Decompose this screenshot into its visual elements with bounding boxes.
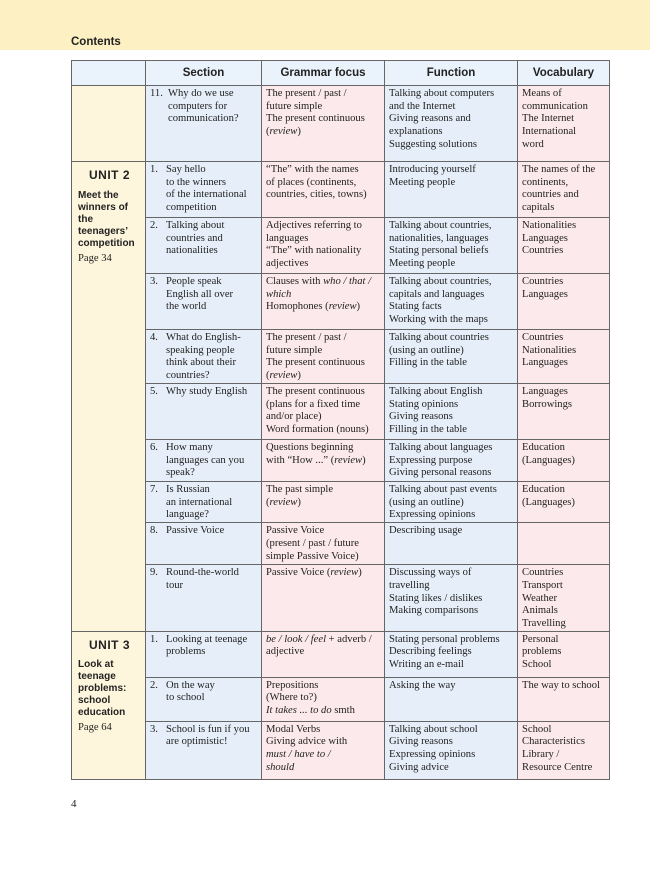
cell-line: Personal	[522, 633, 559, 645]
cell-line: problems:	[78, 683, 127, 695]
unit-title	[78, 659, 141, 719]
cell-line: Travelling	[522, 617, 566, 629]
grammar-cell	[262, 677, 385, 721]
vocabulary-cell	[518, 677, 610, 721]
cell-line: Education	[522, 442, 565, 453]
cell-line: (present / past / future	[266, 537, 359, 549]
section-cell	[146, 677, 262, 721]
cell-line: winners of	[78, 201, 129, 213]
vocabulary-cell	[518, 721, 610, 779]
vocabulary-cell	[518, 274, 610, 330]
cell-line: The present continuous	[266, 386, 365, 397]
section-number: 5.	[150, 386, 158, 397]
vocabulary-cell	[518, 162, 610, 218]
grammar-cell	[262, 330, 385, 384]
cell-line: Transport	[522, 579, 563, 591]
function-cell	[385, 631, 518, 677]
section-number: 9.	[150, 567, 158, 579]
unit-number: UNIT 3	[88, 637, 130, 652]
cell-line: Suggesting solutions	[389, 138, 477, 150]
table-row	[72, 440, 610, 482]
cell-line: Talking about languages	[389, 442, 493, 453]
cell-line: (using an outline)	[389, 344, 464, 356]
cell-line: Questions beginning	[266, 442, 354, 453]
section-cell	[146, 440, 262, 482]
cell-line: Why do we use	[168, 88, 234, 99]
cell-line: Languages	[522, 357, 568, 369]
cell-line: competition	[78, 237, 135, 249]
cell-line: communication?	[168, 113, 239, 125]
cell-line: future simple	[266, 344, 323, 356]
cell-line: Say hello	[166, 164, 206, 175]
contents-table	[71, 60, 610, 780]
cell-line: adjectives	[266, 258, 309, 270]
cell-line: an international	[166, 496, 233, 508]
cell-line: word	[522, 138, 544, 150]
section-title	[166, 220, 258, 258]
cell-line: the world	[166, 301, 207, 313]
cell-line: Asking the way	[389, 679, 456, 691]
cell-line: countries and	[522, 189, 579, 201]
cell-line: languages can you	[166, 454, 245, 466]
section-cell	[146, 631, 262, 677]
vocabulary-cell	[518, 330, 610, 384]
section-cell	[146, 162, 262, 218]
section-title	[166, 484, 258, 522]
cell-line: School is fun if you	[166, 723, 250, 735]
vocabulary-cell	[518, 523, 610, 565]
cell-line: (review)	[266, 126, 301, 138]
unit-cell	[72, 631, 146, 779]
cell-line: English all over	[166, 288, 234, 300]
cell-line: and/or place)	[266, 411, 322, 423]
cell-line: Stating personal beliefs	[389, 245, 489, 257]
cell-line: school	[78, 695, 111, 707]
section-title	[166, 276, 258, 314]
cell-line: Talking about school	[389, 723, 478, 735]
grammar-cell	[262, 631, 385, 677]
cell-line: simple Passive Voice)	[266, 550, 359, 562]
cell-line: capitals	[522, 202, 555, 214]
cell-line: of places (continents,	[266, 176, 357, 188]
cell-line: problems	[522, 646, 562, 658]
cell-line: to the winners	[166, 176, 227, 188]
cell-line: speak?	[166, 467, 195, 479]
cell-line: The present continuous	[266, 357, 365, 369]
function-cell	[385, 565, 518, 632]
section-number: 3.	[150, 723, 158, 735]
cell-line: Countries	[522, 567, 564, 579]
grammar-cell	[262, 721, 385, 779]
section-title	[166, 525, 258, 538]
grammar-cell	[262, 274, 385, 330]
section-title	[166, 386, 258, 399]
cell-line: Means of	[522, 88, 562, 99]
cell-line: Meeting people	[389, 258, 456, 270]
section-number: 3.	[150, 276, 158, 287]
cell-line: Working with the maps	[389, 314, 488, 326]
cell-line: should	[266, 761, 295, 773]
cell-line: The names of the	[522, 164, 596, 175]
cell-line: (using an outline)	[389, 496, 464, 508]
header-function: Function	[385, 61, 518, 86]
cell-line: must / have to /	[266, 749, 331, 761]
cell-line: It takes ... to do smth	[266, 705, 355, 717]
cell-line: and the Internet	[389, 100, 456, 112]
table-row	[72, 218, 610, 274]
cell-line: Talking about countries,	[389, 220, 492, 231]
table-row	[72, 86, 610, 162]
cell-line: nationalities, languages	[389, 232, 489, 244]
cell-line: On the way	[166, 679, 215, 691]
cell-line: Animals	[522, 605, 558, 617]
function-cell	[385, 677, 518, 721]
cell-line: How many	[166, 442, 213, 453]
cell-line: Describing usage	[389, 525, 463, 537]
cell-line: teenage	[78, 671, 116, 683]
cell-line: Discussing ways of	[389, 567, 472, 579]
vocabulary-cell	[518, 631, 610, 677]
section-cell	[146, 218, 262, 274]
cell-line: Languages	[522, 288, 568, 300]
header-grammar-focus: Grammar focus	[262, 61, 385, 86]
cell-line: (Languages)	[522, 454, 575, 466]
section-number: 4.	[150, 332, 158, 343]
function-cell	[385, 218, 518, 274]
cell-line: with “How ...” (review)	[266, 454, 366, 466]
table-row	[72, 677, 610, 721]
cell-line: People speak	[166, 276, 222, 287]
cell-line: Look at	[78, 659, 114, 671]
function-cell	[385, 523, 518, 565]
cell-line: “The” with the names	[266, 164, 359, 175]
cell-line: Giving advice with	[266, 736, 348, 748]
grammar-cell	[262, 523, 385, 565]
function-cell	[385, 162, 518, 218]
section-cell	[146, 384, 262, 440]
cell-line: (review)	[266, 496, 301, 508]
function-cell	[385, 721, 518, 779]
cell-line: Stating opinions	[389, 398, 459, 410]
grammar-cell	[262, 162, 385, 218]
cell-line: The Internet	[522, 113, 575, 125]
vocabulary-cell	[518, 482, 610, 523]
cell-line: think about their	[166, 357, 237, 369]
cell-line: Nationalities	[522, 220, 577, 231]
cell-line: Word formation (nouns)	[266, 424, 369, 436]
cell-line: Stating likes / dislikes	[389, 592, 483, 604]
cell-line: Countries	[522, 332, 564, 343]
section-title	[166, 442, 258, 480]
cell-line: continents,	[522, 176, 569, 188]
vocabulary-cell	[518, 86, 610, 162]
section-number: 1.	[150, 164, 158, 175]
section-title	[166, 164, 258, 215]
section-title	[166, 634, 258, 659]
cell-line: The present / past /	[266, 332, 347, 343]
cell-line: Writing an e-mail	[389, 659, 464, 671]
function-cell	[385, 440, 518, 482]
cell-line: Filling in the table	[389, 424, 467, 436]
cell-line: Adjectives referring to	[266, 220, 362, 231]
cell-line: Giving reasons	[389, 736, 453, 748]
section-cell	[146, 482, 262, 523]
cell-line: Clauses with who / that /	[266, 276, 372, 287]
cell-line: School	[522, 659, 552, 671]
cell-line: The present / past /	[266, 88, 347, 99]
section-number: 2.	[150, 679, 158, 691]
cell-line: Library /	[522, 749, 560, 761]
vocabulary-cell	[518, 565, 610, 632]
table-row	[72, 384, 610, 440]
cell-line: nationalities	[166, 245, 218, 257]
page-number: 4	[71, 798, 77, 810]
cell-line: Modal Verbs	[266, 723, 321, 735]
cell-line: Countries	[522, 276, 564, 287]
cell-line: Passive Voice (review)	[266, 567, 362, 579]
header-blank-cell	[72, 61, 146, 86]
cell-line: Filling in the table	[389, 357, 467, 369]
section-title	[166, 680, 258, 705]
cell-line: countries?	[166, 370, 210, 382]
cell-line: Talking about countries,	[389, 276, 492, 287]
grammar-cell	[262, 86, 385, 162]
cell-line: Giving reasons	[389, 411, 453, 423]
cell-line: Languages	[522, 232, 568, 244]
section-title	[166, 724, 258, 749]
cell-line: Talking about past events	[389, 484, 497, 495]
cell-line: Meet the	[78, 189, 119, 201]
unit-cell	[72, 86, 146, 162]
cell-line: Expressing purpose	[389, 454, 473, 466]
cell-line: of the international	[166, 189, 247, 201]
cell-line: Weather	[522, 592, 558, 604]
unit-title	[78, 190, 141, 250]
cell-line: Describing feelings	[389, 646, 472, 658]
table-row	[72, 274, 610, 330]
cell-line: problems	[166, 646, 206, 658]
unit-number: UNIT 2	[88, 168, 130, 182]
table-row	[72, 721, 610, 779]
cell-line: Looking at teenage	[166, 633, 248, 645]
cell-line: education	[78, 707, 126, 719]
cell-line: Characteristics	[522, 736, 585, 748]
cell-line: Passive Voice	[266, 525, 325, 537]
cell-line: computers for	[168, 100, 228, 112]
function-cell	[385, 330, 518, 384]
cell-line: travelling	[389, 579, 430, 591]
section-title	[168, 88, 258, 126]
grammar-cell	[262, 482, 385, 523]
cell-line: speaking people	[166, 344, 235, 356]
table-row	[72, 162, 610, 218]
cell-line: Meeting people	[389, 176, 456, 188]
cell-line: adjective	[266, 646, 305, 658]
cell-line: What do English-	[166, 332, 241, 343]
cell-line: tour	[166, 579, 184, 591]
cell-line: Languages	[522, 386, 568, 397]
section-title	[166, 332, 258, 383]
unit-cell	[72, 162, 146, 632]
table-row	[72, 565, 610, 632]
section-number: 7.	[150, 484, 158, 495]
section-number: 8.	[150, 525, 158, 537]
table-row	[72, 482, 610, 523]
cell-line: Why study English	[166, 386, 248, 397]
section-cell	[146, 565, 262, 632]
page-title: Contents	[71, 36, 121, 48]
grammar-cell	[262, 384, 385, 440]
cell-line: Talking about countries	[389, 332, 489, 343]
cell-line: (plans for a fixed time	[266, 398, 361, 410]
cell-line: International	[522, 126, 577, 138]
table-header-row	[72, 61, 610, 86]
section-cell	[146, 721, 262, 779]
grammar-cell	[262, 218, 385, 274]
header-vocabulary: Vocabulary	[518, 61, 610, 86]
vocabulary-cell	[518, 218, 610, 274]
cell-line: Making comparisons	[389, 605, 479, 617]
cell-line: Introducing yourself	[389, 164, 476, 175]
cell-line: Homophones (review)	[266, 301, 361, 313]
grammar-cell	[262, 565, 385, 632]
table-row	[72, 523, 610, 565]
unit-page-ref: Page 64	[78, 722, 112, 734]
grammar-cell	[262, 440, 385, 482]
header-section: Section	[146, 61, 262, 86]
cell-line: language?	[166, 509, 209, 521]
cell-line: Resource Centre	[522, 761, 593, 773]
vocabulary-cell	[518, 384, 610, 440]
cell-line: Borrowings	[522, 398, 573, 410]
cell-line: future simple	[266, 100, 323, 112]
section-cell	[146, 523, 262, 565]
cell-line: which	[266, 288, 292, 300]
section-number: 2.	[150, 220, 158, 231]
cell-line: Expressing opinions	[389, 749, 476, 761]
cell-line: countries and	[166, 232, 223, 244]
cell-line: School	[522, 723, 552, 735]
table-row	[72, 330, 610, 384]
cell-line: Giving advice	[389, 761, 449, 773]
section-cell	[146, 274, 262, 330]
cell-line: countries, cities, towns)	[266, 189, 367, 201]
cell-line: Round-the-world	[166, 567, 239, 579]
cell-line: (Where to?)	[266, 692, 317, 704]
function-cell	[385, 482, 518, 523]
cell-line: Talking about computers	[389, 88, 495, 99]
cell-line: Giving reasons and	[389, 113, 471, 125]
cell-line: are optimistic!	[166, 736, 228, 748]
cell-line: capitals and languages	[389, 288, 485, 300]
cell-line: Expressing opinions	[389, 509, 476, 521]
cell-line: languages	[266, 232, 309, 244]
function-cell	[385, 274, 518, 330]
function-cell	[385, 86, 518, 162]
cell-line: competition	[166, 202, 217, 214]
cell-line: the teenagers’	[78, 213, 129, 237]
cell-line: The way to school	[522, 679, 600, 691]
section-cell: 11. Why do we use computers for communication?	[146, 86, 262, 162]
cell-line: Countries	[522, 245, 564, 257]
cell-line: explanations	[389, 126, 443, 138]
cell-line: Talking about	[166, 220, 225, 231]
cell-line: to school	[166, 692, 205, 704]
cell-line: “The” with nationality	[266, 245, 362, 257]
table-row	[72, 631, 610, 677]
section-cell	[146, 330, 262, 384]
section-number: 1.	[150, 633, 158, 645]
section-title	[166, 567, 258, 592]
cell-line: (review)	[266, 370, 301, 382]
cell-line: Stating facts	[389, 301, 442, 313]
cell-line: The present continuous	[266, 113, 365, 125]
cell-line: Education	[522, 484, 565, 495]
cell-line: Nationalities	[522, 344, 577, 356]
function-cell	[385, 384, 518, 440]
cell-line: (Languages)	[522, 496, 575, 508]
cell-line: Prepositions	[266, 679, 319, 691]
unit-page-ref: Page 34	[78, 252, 112, 264]
section-number: 6.	[150, 442, 158, 453]
cell-line: Giving personal reasons	[389, 467, 492, 479]
vocabulary-cell	[518, 440, 610, 482]
cell-line: The past simple	[266, 484, 334, 495]
cell-line: Stating personal problems	[389, 633, 500, 645]
cell-line: Is Russian	[166, 484, 210, 495]
cell-line: Passive Voice	[166, 525, 225, 537]
cell-line: be / look / feel + adverb /	[266, 633, 372, 645]
cell-line: communication	[522, 100, 588, 112]
cell-line: Talking about English	[389, 386, 483, 397]
